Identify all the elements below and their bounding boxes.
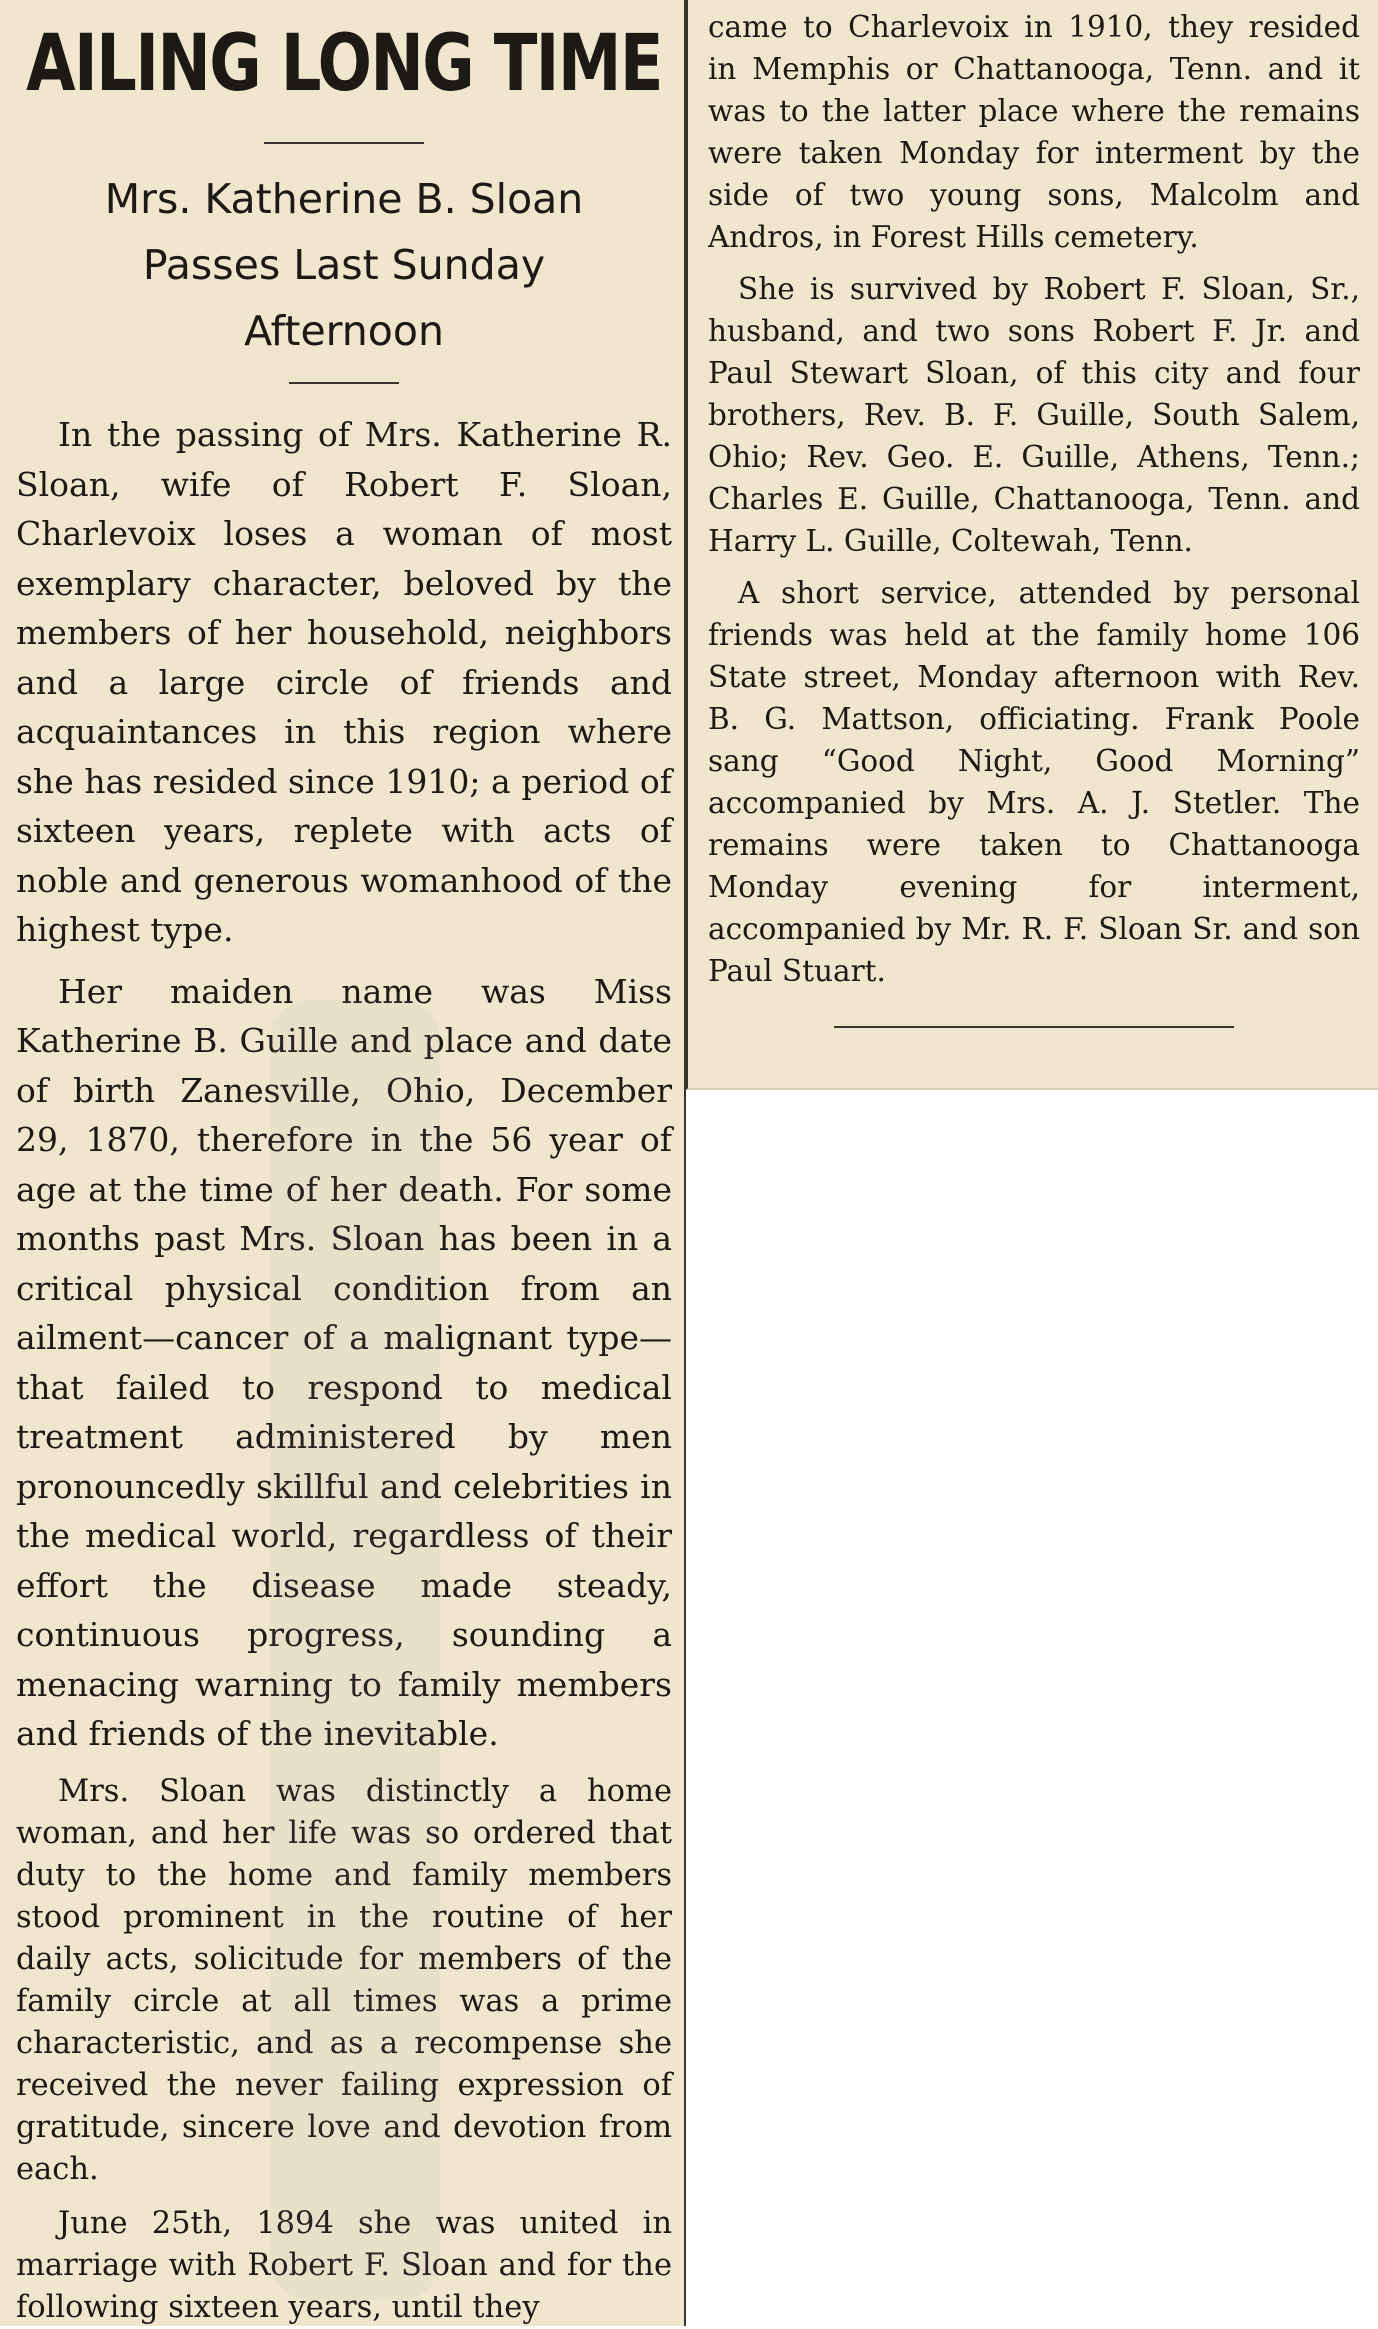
end-divider	[834, 1026, 1234, 1028]
subhead-line-2: Passes Last Sunday	[142, 241, 546, 289]
paragraph-3: Mrs. Sloan was distinctly a home woman, and her life was so ordered that duty to the home and family members stood prominent in the routine of her daily acts, solicitude for members of the family circle at all times was a prime characteristic, and as a recompense she received the never failing expression of gratitude, sincere love and devotion from each.	[16, 1773, 672, 2187]
paragraph-2: Her maiden name was Miss Katherine B. Guille and place and date of birth Zanesville, Ohio, December 29, 1870, therefore in the 56 year of age at the time of her death. For some months past Mrs. Sloan has been in a critical physical condition from an ailment—cancer of a malignant type—that failed to respond to medical treatment administered by men pronouncedly skillful and celebrities in the medical world, regardless of their effort the disease made steady, continuous progress, sounding a menacing warning to family members and friends of the inevitable.	[16, 971, 672, 1753]
headline-divider	[264, 142, 424, 144]
paragraph-1: In the passing of Mrs. Katherine R. Sloan, wife of Robert F. Sloan, Charlevoix loses a woman of most exemplary character, beloved by the members of her household, neighbors and a large circle of friends and acquaintances in this region where she has resided since 1910; a period of sixteen years, replete with acts of noble and generous womanhood of the highest type.	[16, 415, 672, 949]
headline: AILING LONG TIME	[26, 19, 662, 109]
paragraph-4: June 25th, 1894 she was united in marriage with Robert F. Sloan and for the following sixteen years, until they	[16, 2205, 672, 2325]
paragraph-7: A short service, attended by personal friends was held at the family home 106 State street, Monday afternoon with Rev. B. G. Mattson, officiating. Frank Poole sang “Good Night, Good Morning” accompanied by Mrs. A. J. Stetler. The remains were taken to Chattanooga Monday evening for interment, accompanied by Mr. R. F. Sloan Sr. and son Paul Stuart.	[708, 576, 1360, 988]
subhead-line-1: Mrs. Katherine B. Sloan	[104, 175, 584, 223]
left-column-clipping	[0, 0, 686, 2326]
paragraph-6: She is survived by Robert F. Sloan, Sr., husband, and two sons Robert F. Jr. and Paul Stewart Sloan, of this city and four brothers, Rev. B. F. Guille, South Salem, Ohio; Rev. Geo. E. Guille, Athens, Tenn.; Charles E. Guille, Chattanooga, Tenn. and Harry L. Guille, Coltewah, Tenn.	[708, 272, 1360, 558]
subhead-divider	[289, 382, 399, 384]
right-column-clipping	[686, 0, 1378, 1090]
paragraph-5: came to Charlevoix in 1910, they resided in Memphis or Chattanooga, Tenn. and it was to the latter place where the remains were taken Monday for interment by the side of two young sons, Malcolm and Andros, in Forest Hills cemetery.	[708, 10, 1360, 254]
subhead-line-3: Afternoon	[244, 307, 444, 355]
